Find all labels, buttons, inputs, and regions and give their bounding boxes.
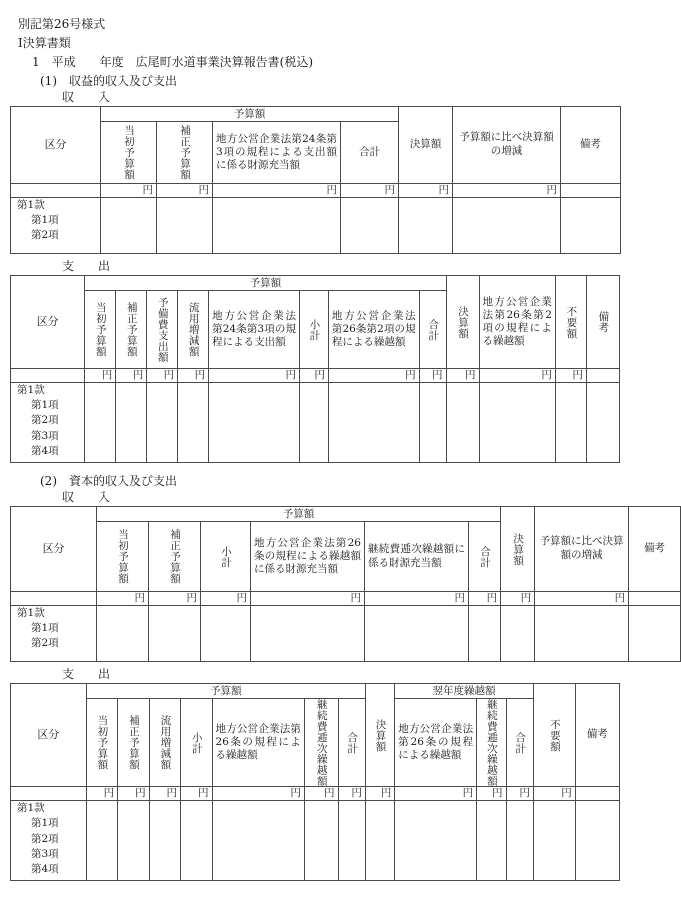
- table4-yen-8: 円: [365, 787, 394, 801]
- table1-yen-4: 円: [341, 184, 399, 198]
- table1-col-difference: 予算額に比べ決算額の増減: [453, 107, 561, 184]
- table2-yen-kubun: [11, 369, 85, 383]
- table3-col-remarks: 備考: [629, 507, 681, 592]
- table4-yen-1: 円: [86, 787, 117, 801]
- table2-yen-3: 円: [147, 369, 178, 383]
- table2-col-article26: 地方公営企業法第26条第2項の規程による繰越額: [328, 291, 419, 369]
- table4-caption: 支 出: [62, 667, 111, 681]
- table3-cell[interactable]: [97, 606, 149, 662]
- table4-yen-11: 円: [506, 787, 533, 801]
- table2-yen-8: 円: [419, 369, 446, 383]
- table2-cell[interactable]: [446, 383, 479, 463]
- table1-cell[interactable]: [341, 198, 399, 254]
- table4-yen-4: 円: [181, 787, 212, 801]
- report-title: 1 平成 年度 広尾町水道事業決算報告書(税込): [32, 55, 314, 69]
- table2-yen-9: 円: [446, 369, 479, 383]
- table3-yen-5: 円: [365, 592, 469, 606]
- table3-col-initial-budget: 当初予算額: [97, 522, 149, 592]
- table4-cell[interactable]: [212, 801, 304, 881]
- table1-col-initial-budget: 当初予算額: [101, 122, 157, 184]
- table3-cell[interactable]: [251, 606, 365, 662]
- table2-yen-10: 円: [479, 369, 555, 383]
- table4-col-subtotal: 小計: [181, 699, 212, 787]
- table4-yen-7: 円: [338, 787, 365, 801]
- table3-col-subtotal: 小計: [201, 522, 251, 592]
- table2-cell[interactable]: [479, 383, 555, 463]
- table4-col-article26: 地方公営企業法第26条の規程による繰越額: [212, 699, 304, 787]
- table3-group-row: [11, 507, 681, 522]
- table3-cell[interactable]: [501, 606, 535, 662]
- table4-col-unneeded: 不要額: [533, 684, 575, 787]
- table2-yen-row: [11, 369, 620, 383]
- table2-col-article26-carryover: 地方公営企業法第26条第2項の規程による繰越額: [479, 276, 555, 369]
- table3-yen-2: 円: [149, 592, 201, 606]
- table2-col-total: 合計: [419, 291, 446, 369]
- table4-col-next-total: 合計: [506, 699, 533, 787]
- table1-yen-2: 円: [157, 184, 213, 198]
- subsection-1-title: (1) 収益的収入及び支出: [40, 74, 177, 88]
- table4-header-row: [11, 699, 620, 787]
- table2-yen-6: 円: [299, 369, 328, 383]
- table3-cell[interactable]: [201, 606, 251, 662]
- table4-group-row: [11, 684, 620, 699]
- table4-yen-10: 円: [477, 787, 506, 801]
- table1-group-row: [11, 107, 621, 122]
- table-row: [11, 606, 681, 662]
- table4-col-amended-budget: 補正予算額: [118, 699, 149, 787]
- table1-cell[interactable]: [399, 198, 453, 254]
- table2-cell[interactable]: [555, 383, 586, 463]
- table1-col-remarks: 備考: [561, 107, 621, 184]
- table2-yen-2: 円: [116, 369, 147, 383]
- table4-col-next-continuing: 継続費逓次繰越額: [477, 699, 506, 787]
- table4-col-continuing-carryover: 継続費逓次繰越額: [304, 699, 338, 787]
- table4-group-next-year-carryover: 翌年度繰越額: [395, 684, 534, 699]
- table3-yen-4: 円: [251, 592, 365, 606]
- subsection-2-title: (2) 資本的収入及び支出: [40, 474, 177, 488]
- form-number: 別記第26号様式: [18, 17, 106, 31]
- table2-cell[interactable]: [209, 383, 300, 463]
- table2-yen-7: 円: [328, 369, 419, 383]
- table4-col-settlement: 決算額: [365, 684, 394, 787]
- table1-cell[interactable]: [101, 198, 157, 254]
- table1-col-kubun: 区分: [11, 107, 101, 184]
- table4-yen-3: 円: [149, 787, 180, 801]
- table3-yen-6: 円: [469, 592, 501, 606]
- table4-yen-kubun: [11, 787, 87, 801]
- table3-caption: 収 入: [62, 490, 111, 504]
- table2-col-initial-budget: 当初予算額: [85, 291, 116, 369]
- table1-yen-6: 円: [453, 184, 561, 198]
- table4-cell[interactable]: [118, 801, 149, 881]
- table4-cell[interactable]: [395, 801, 477, 881]
- table4-yen-6: 円: [304, 787, 338, 801]
- table4-yen-9: 円: [395, 787, 477, 801]
- table4-col-initial-budget: 当初予算額: [86, 699, 117, 787]
- table1-yen-5: 円: [399, 184, 453, 198]
- table3-col-settlement: 決算額: [501, 507, 535, 592]
- table1-group-budget: 予算額: [101, 107, 399, 122]
- table2-col-unneeded: 不要額: [555, 276, 586, 369]
- table-capital-income: [10, 506, 681, 662]
- table3-cell[interactable]: [629, 606, 681, 662]
- table4-cell[interactable]: [86, 801, 117, 881]
- table3-cell[interactable]: [365, 606, 469, 662]
- table4-yen-remarks: [575, 787, 619, 801]
- table4-col-remarks: 備考: [575, 684, 619, 787]
- table1-row-labels: 第1款 第1項 第2項: [11, 198, 101, 254]
- table2-cell[interactable]: [116, 383, 147, 463]
- table3-yen-remarks: [629, 592, 681, 606]
- table2-cell[interactable]: [419, 383, 446, 463]
- table2-group-row: [11, 276, 620, 291]
- table4-group-budget: 予算額: [86, 684, 365, 699]
- table1-col-settlement: 決算額: [399, 107, 453, 184]
- table3-row-labels: 第1款 第1項 第2項: [11, 606, 97, 662]
- table2-col-subtotal: 小計: [299, 291, 328, 369]
- table3-yen-7: 円: [501, 592, 535, 606]
- table3-col-amended-budget: 補正予算額: [149, 522, 201, 592]
- table4-row-labels: 第1款 第1項 第2項 第3項 第4項: [11, 801, 87, 881]
- table3-col-difference: 予算額に比べ決算額の増減: [535, 507, 629, 592]
- table4-col-diversion: 流用増減額: [149, 699, 180, 787]
- table4-cell[interactable]: [149, 801, 180, 881]
- table4-cell[interactable]: [181, 801, 212, 881]
- table-revenue-income: [10, 106, 621, 254]
- table4-col-kubun: 区分: [11, 684, 87, 787]
- table1-cell[interactable]: [157, 198, 213, 254]
- table3-group-budget: 予算額: [97, 507, 501, 522]
- table3-yen-row: [11, 592, 681, 606]
- table1-yen-row: [11, 184, 621, 198]
- table4-cell[interactable]: [533, 801, 575, 881]
- table4-cell[interactable]: [365, 801, 394, 881]
- table2-caption: 支 出: [62, 259, 111, 273]
- table2-cell[interactable]: [178, 383, 209, 463]
- table4-cell[interactable]: [338, 801, 365, 881]
- table3-cell[interactable]: [149, 606, 201, 662]
- table4-yen-row: [11, 787, 620, 801]
- table1-caption: 収 入: [62, 90, 111, 104]
- table2-yen-remarks: [586, 369, 619, 383]
- table2-col-amended-budget: 補正予算額: [116, 291, 147, 369]
- table-row: [11, 198, 621, 254]
- table3-col-total: 合計: [469, 522, 501, 592]
- table4-col-next-article26: 地方公営企業法第26条の規程による繰越額: [395, 699, 477, 787]
- table3-col-article26-source: 地方公営企業法第26条の規程による繰越額に係る財源充当額: [251, 522, 365, 592]
- table-revenue-expense: [10, 275, 620, 463]
- table2-col-diversion: 流用増減額: [178, 291, 209, 369]
- table1-col-total: 合計: [341, 122, 399, 184]
- table-capital-expense: [10, 683, 620, 881]
- table4-col-total: 合計: [338, 699, 365, 787]
- table1-col-article24: 地方公営企業法第24条第3項の規程による支出額に係る財源充当額: [213, 122, 341, 184]
- table1-yen-kubun: [11, 184, 101, 198]
- table2-yen-4: 円: [178, 369, 209, 383]
- table3-col-kubun: 区分: [11, 507, 97, 592]
- table3-cell[interactable]: [469, 606, 501, 662]
- table3-yen-kubun: [11, 592, 97, 606]
- table2-cell[interactable]: [328, 383, 419, 463]
- table3-cell[interactable]: [535, 606, 629, 662]
- table2-col-settlement: 決算額: [446, 276, 479, 369]
- table3-yen-1: 円: [97, 592, 149, 606]
- table3-col-continuing-carryover: 継続費逓次繰越額に係る財源充当額: [365, 522, 469, 592]
- table2-cell[interactable]: [85, 383, 116, 463]
- table4-cell[interactable]: [575, 801, 619, 881]
- table1-yen-1: 円: [101, 184, 157, 198]
- table4-yen-5: 円: [212, 787, 304, 801]
- table4-yen-2: 円: [118, 787, 149, 801]
- table2-yen-1: 円: [85, 369, 116, 383]
- table2-cell[interactable]: [147, 383, 178, 463]
- table1-cell[interactable]: [213, 198, 341, 254]
- table1-yen-3: 円: [213, 184, 341, 198]
- table4-cell[interactable]: [304, 801, 338, 881]
- table2-col-remarks: 備考: [586, 276, 619, 369]
- table2-yen-11: 円: [555, 369, 586, 383]
- table1-col-amended-budget: 補正予算額: [157, 122, 213, 184]
- table-row: [11, 383, 620, 463]
- table1-cell[interactable]: [561, 198, 621, 254]
- table2-col-kubun: 区分: [11, 276, 85, 369]
- table2-col-article24: 地方公営企業法第24条第3項の規程による支出額: [209, 291, 300, 369]
- table2-row-labels: 第1款 第1項 第2項 第3項 第4項: [11, 383, 85, 463]
- table4-cell[interactable]: [506, 801, 533, 881]
- table-row: [11, 801, 620, 881]
- table2-cell[interactable]: [586, 383, 619, 463]
- table1-yen-remarks: [561, 184, 621, 198]
- table2-group-budget: 予算額: [85, 276, 446, 291]
- table1-cell[interactable]: [453, 198, 561, 254]
- table2-yen-5: 円: [209, 369, 300, 383]
- table2-col-reserve-expense: 予備費支出額: [147, 291, 178, 369]
- table4-cell[interactable]: [477, 801, 506, 881]
- section-title: Ⅰ決算書類: [18, 36, 71, 50]
- table3-yen-3: 円: [201, 592, 251, 606]
- table3-yen-8: 円: [535, 592, 629, 606]
- table4-yen-12: 円: [533, 787, 575, 801]
- table2-cell[interactable]: [299, 383, 328, 463]
